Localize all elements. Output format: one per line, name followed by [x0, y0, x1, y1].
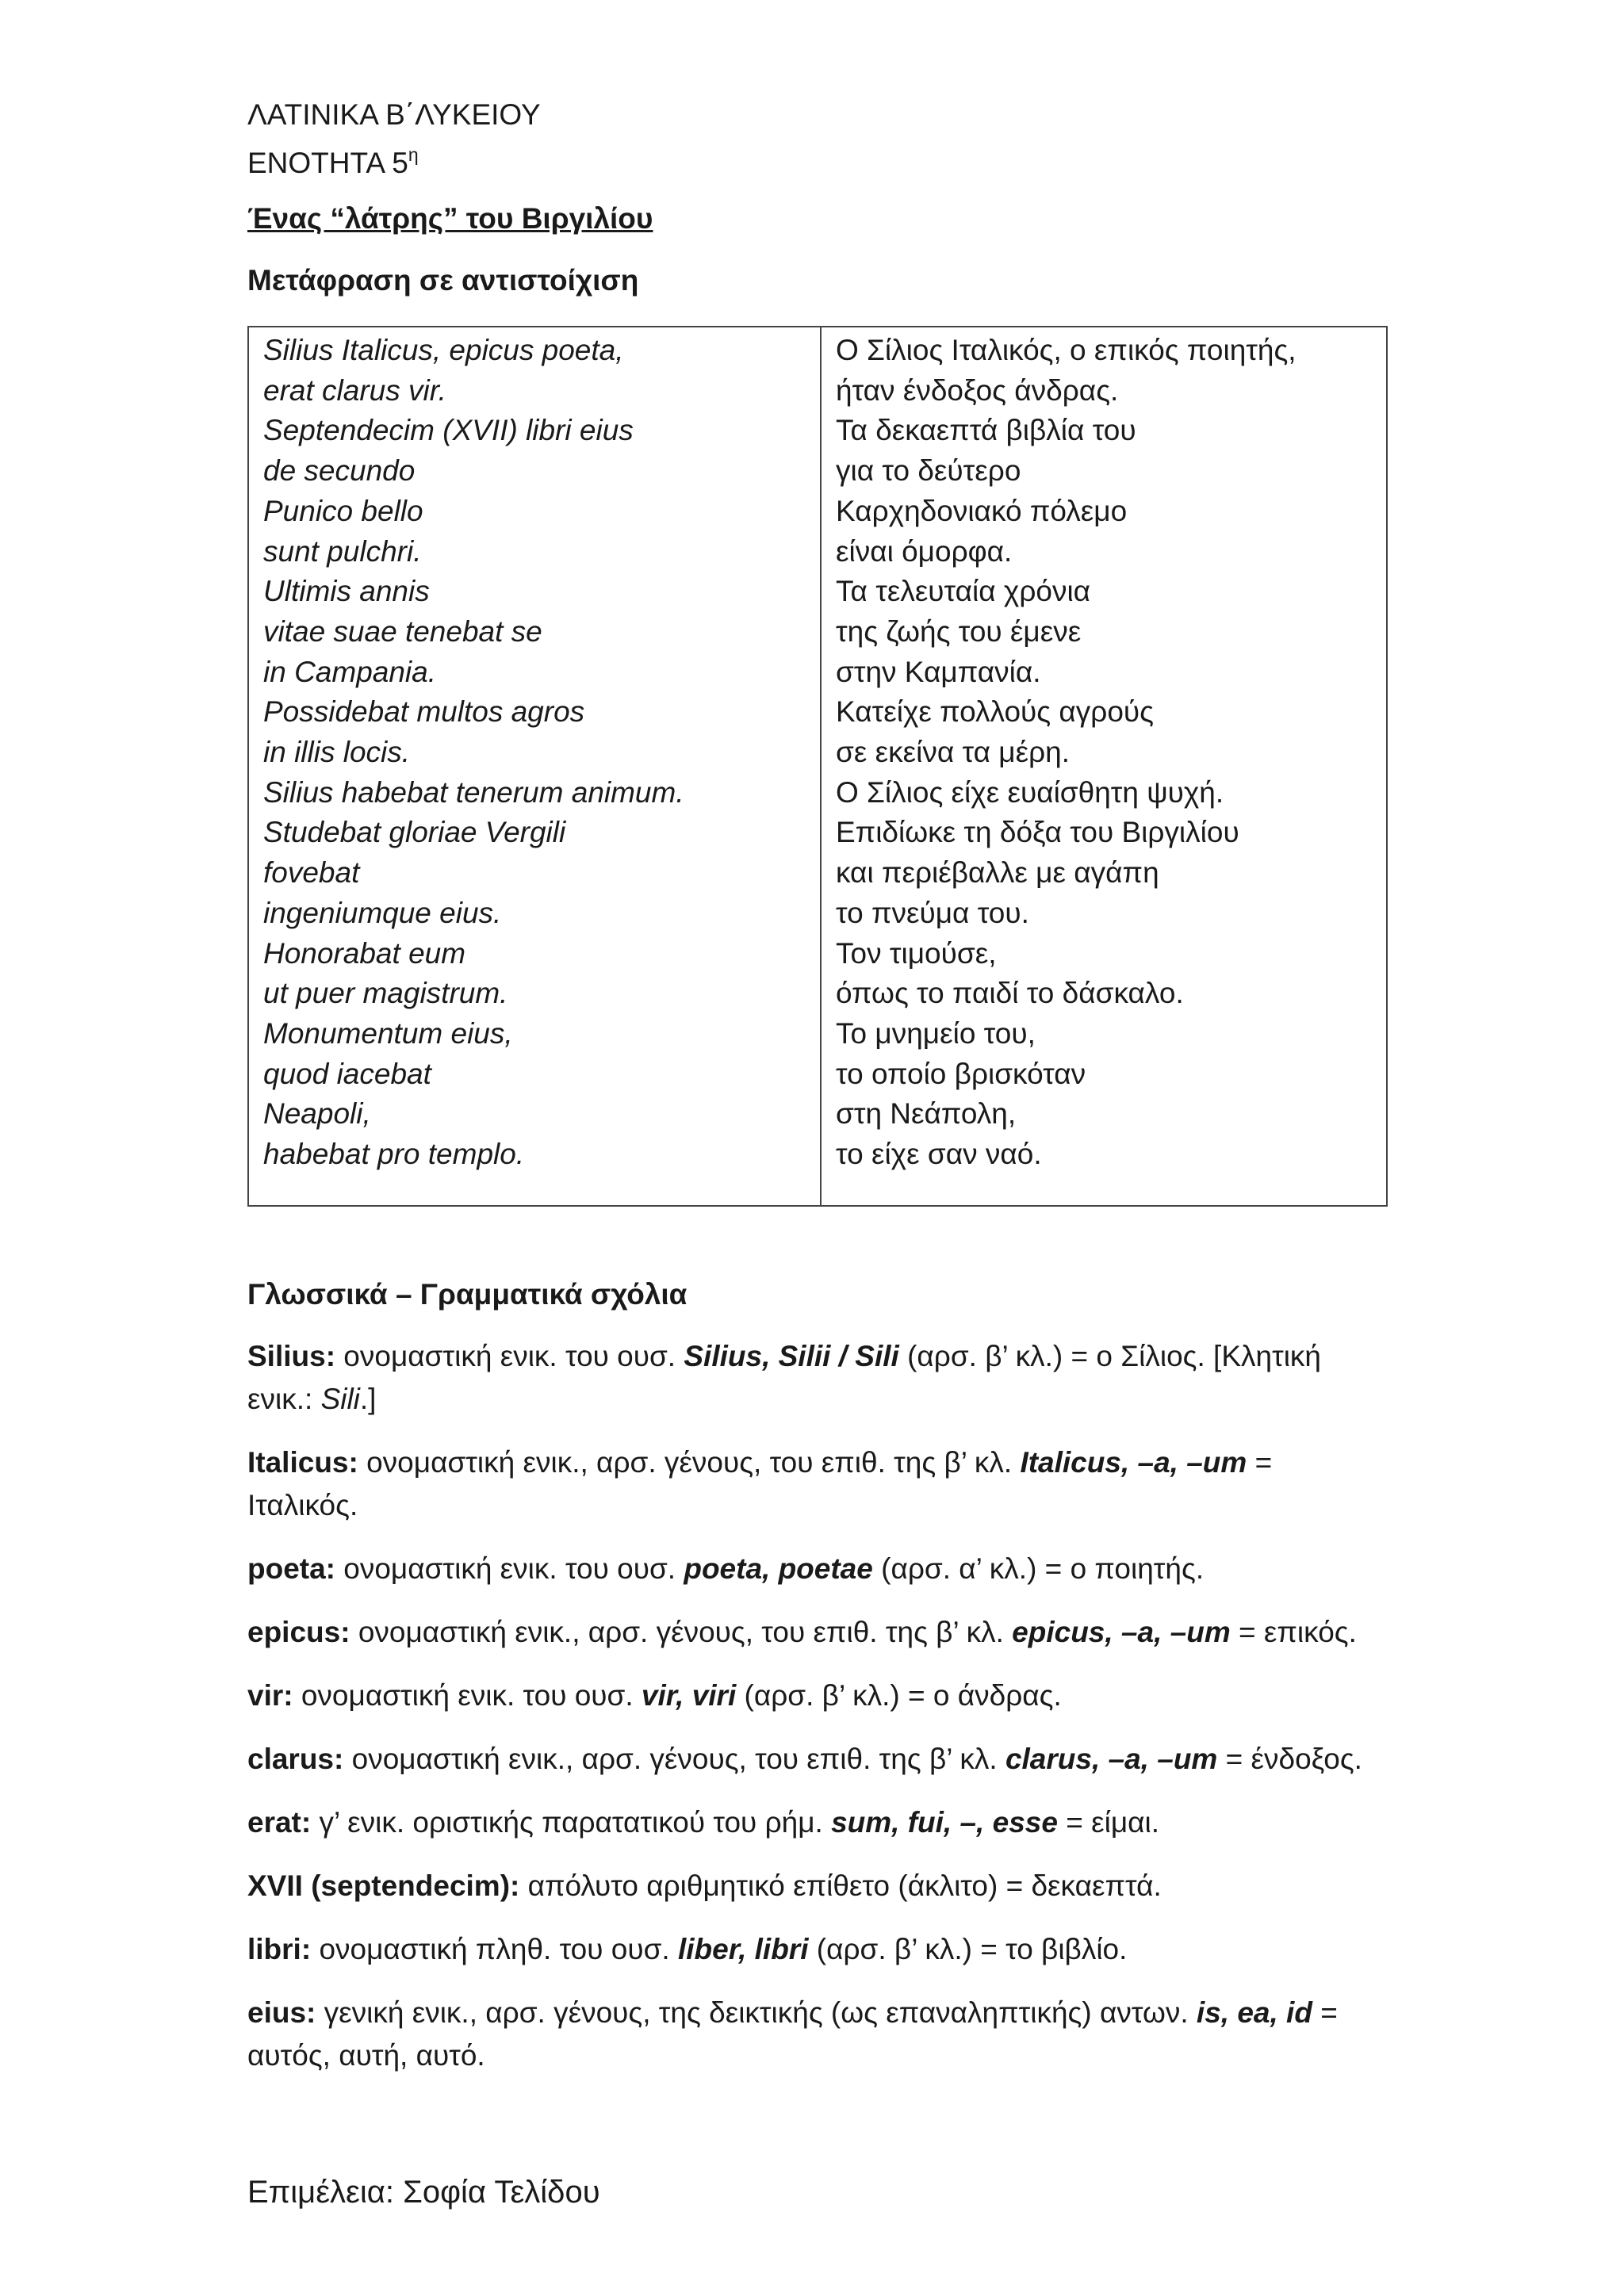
greek-line: όπως το παιδί το δάσκαλο. — [836, 977, 1184, 1010]
greek-line: της ζωής του έμενε — [836, 614, 1082, 648]
latin-line: Honorabat eum — [263, 936, 466, 970]
greek-line: Τον τιμούσε, — [836, 936, 997, 970]
greek-line: ήταν ένδοξος άνδρας. — [836, 373, 1119, 407]
note-silius: Silius: ονομαστική ενικ. του ουσ. Silius, Silii / Sili (αρσ. β’ κλ.) = ο Σίλιος. [Κλητική ενικ.: Sili.] — [247, 1339, 1321, 1415]
latin-line: habebat pro templo. — [263, 1138, 525, 1171]
note-libri: libri: ονομαστική πληθ. του ουσ. liber, libri (αρσ. β’ κλ.) = το βιβλίο. — [247, 1932, 1128, 1965]
latin-line: Punico bello — [263, 494, 423, 527]
greek-line: σε εκείνα τα μέρη. — [836, 736, 1070, 769]
unit-superscript: η — [408, 144, 419, 165]
latin-line: quod iacebat — [263, 1057, 431, 1090]
greek-line: Τα δεκαεπτά βιβλία του — [836, 414, 1136, 447]
latin-line: Neapoli, — [263, 1097, 371, 1131]
greek-line: είναι όμορφα. — [836, 534, 1013, 568]
latin-line: Ultimis annis — [263, 575, 430, 608]
latin-column — [248, 327, 821, 1206]
greek-line: Καρχηδονιακό πόλεμο — [836, 494, 1128, 527]
latin-line: Silius Italicus, epicus poeta, — [263, 334, 624, 366]
greek-column — [821, 327, 1387, 1206]
latin-line: Studebat gloriae Vergili — [263, 816, 566, 849]
unit-title: ΕΝΟΤΗΤΑ $5^\eta$ — [247, 144, 419, 179]
translation-heading: Μετάφραση σε αντιστοίχιση — [247, 264, 639, 297]
lesson-title: Ένας “λάτρης” του Βιργιλίου — [247, 202, 653, 235]
latin-line: ingeniumque eius. — [263, 896, 502, 929]
greek-line: Ο Σίλιος Ιταλικός, ο επικός ποιητής, — [836, 334, 1297, 366]
greek-line: στην Καμπανία. — [836, 655, 1041, 688]
latin-line: Septendecim (XVII) libri eius — [263, 414, 634, 447]
translation-table — [247, 326, 1388, 1207]
latin-line: erat clarus vir. — [263, 373, 446, 407]
greek-line: το είχε σαν ναό. — [836, 1138, 1042, 1171]
greek-line: και περιέβαλλε με αγάπη — [836, 856, 1159, 890]
notes-heading: Γλωσσικά – Γραμματικά σχόλια — [247, 1277, 688, 1311]
footer-editor: Επιμέλεια: Σοφία Τελίδου — [247, 2175, 600, 2210]
latin-line: in illis locis. — [263, 736, 411, 769]
note-poeta: poeta: ονομαστική ενικ. του ουσ. poeta, poetae (αρσ. α’ κλ.) = ο ποιητής. — [247, 1552, 1205, 1585]
latin-line: de secundo — [263, 454, 416, 488]
latin-line: in Campania. — [263, 655, 437, 688]
latin-line: fovebat — [263, 856, 360, 890]
greek-line: για το δεύτερο — [836, 454, 1021, 488]
note-septendecim: XVII (septendecim): απόλυτο αριθμητικό επίθετο (άκλιτο) = δεκαεπτά. — [247, 1869, 1162, 1902]
latin-line: Monumentum eius, — [263, 1016, 513, 1050]
greek-line: Το μνημείο του, — [836, 1016, 1036, 1050]
latin-line: ut puer magistrum. — [263, 977, 508, 1010]
greek-line: το πνεύμα του. — [836, 896, 1029, 929]
greek-line: Ο Σίλιος είχε ευαίσθητη ψυχή. — [836, 775, 1224, 809]
note-epicus: epicus: ονομαστική ενικ., αρσ. γένους, του επιθ. της β’ κλ. epicus, –a, –um = επικός. — [247, 1615, 1357, 1648]
greek-line: το οποίο βρισκόταν — [836, 1057, 1086, 1090]
course-title: ΛΑΤΙΝΙΚΑ Β΄ΛΥΚΕΙΟΥ — [247, 98, 541, 131]
document-page — [247, 95, 1389, 2077]
note-eius: eius: γενική ενικ., αρσ. γένους, της δεικτικής (ως επαναληπτικής) αντων. is, ea, id = αυτός, αυτή, αυτό. — [247, 1996, 1338, 2072]
note-vir: vir: ονομαστική ενικ. του ουσ. vir, viri (αρσ. β’ κλ.) = ο άνδρας. — [247, 1678, 1062, 1712]
latin-line: sunt pulchri. — [263, 534, 422, 568]
latin-line: vitae suae tenebat se — [263, 614, 542, 648]
greek-line: Επιδίωκε τη δόξα του Βιργιλίου — [836, 816, 1239, 849]
note-italicus: Italicus: ονομαστική ενικ., αρσ. γένους, του επιθ. της β’ κλ. Italicus, –a, –um = Ιταλικός. — [247, 1445, 1273, 1521]
latin-line: Silius habebat tenerum animum. — [263, 775, 684, 809]
latin-line: Possidebat multos agros — [263, 695, 585, 729]
greek-line: Κατείχε πολλούς αγρούς — [836, 695, 1154, 729]
greek-line: Τα τελευταία χρόνια — [836, 575, 1091, 608]
note-erat: erat: γ’ ενικ. οριστικής παρατατικού του ρήμ. sum, fui, –, esse = είμαι. — [247, 1805, 1160, 1839]
greek-line: στη Νεάπολη, — [836, 1097, 1017, 1131]
note-clarus: clarus: ονομαστική ενικ., αρσ. γένους, του επιθ. της β’ κλ. clarus, –a, –um = ένδοξος. — [247, 1742, 1362, 1775]
